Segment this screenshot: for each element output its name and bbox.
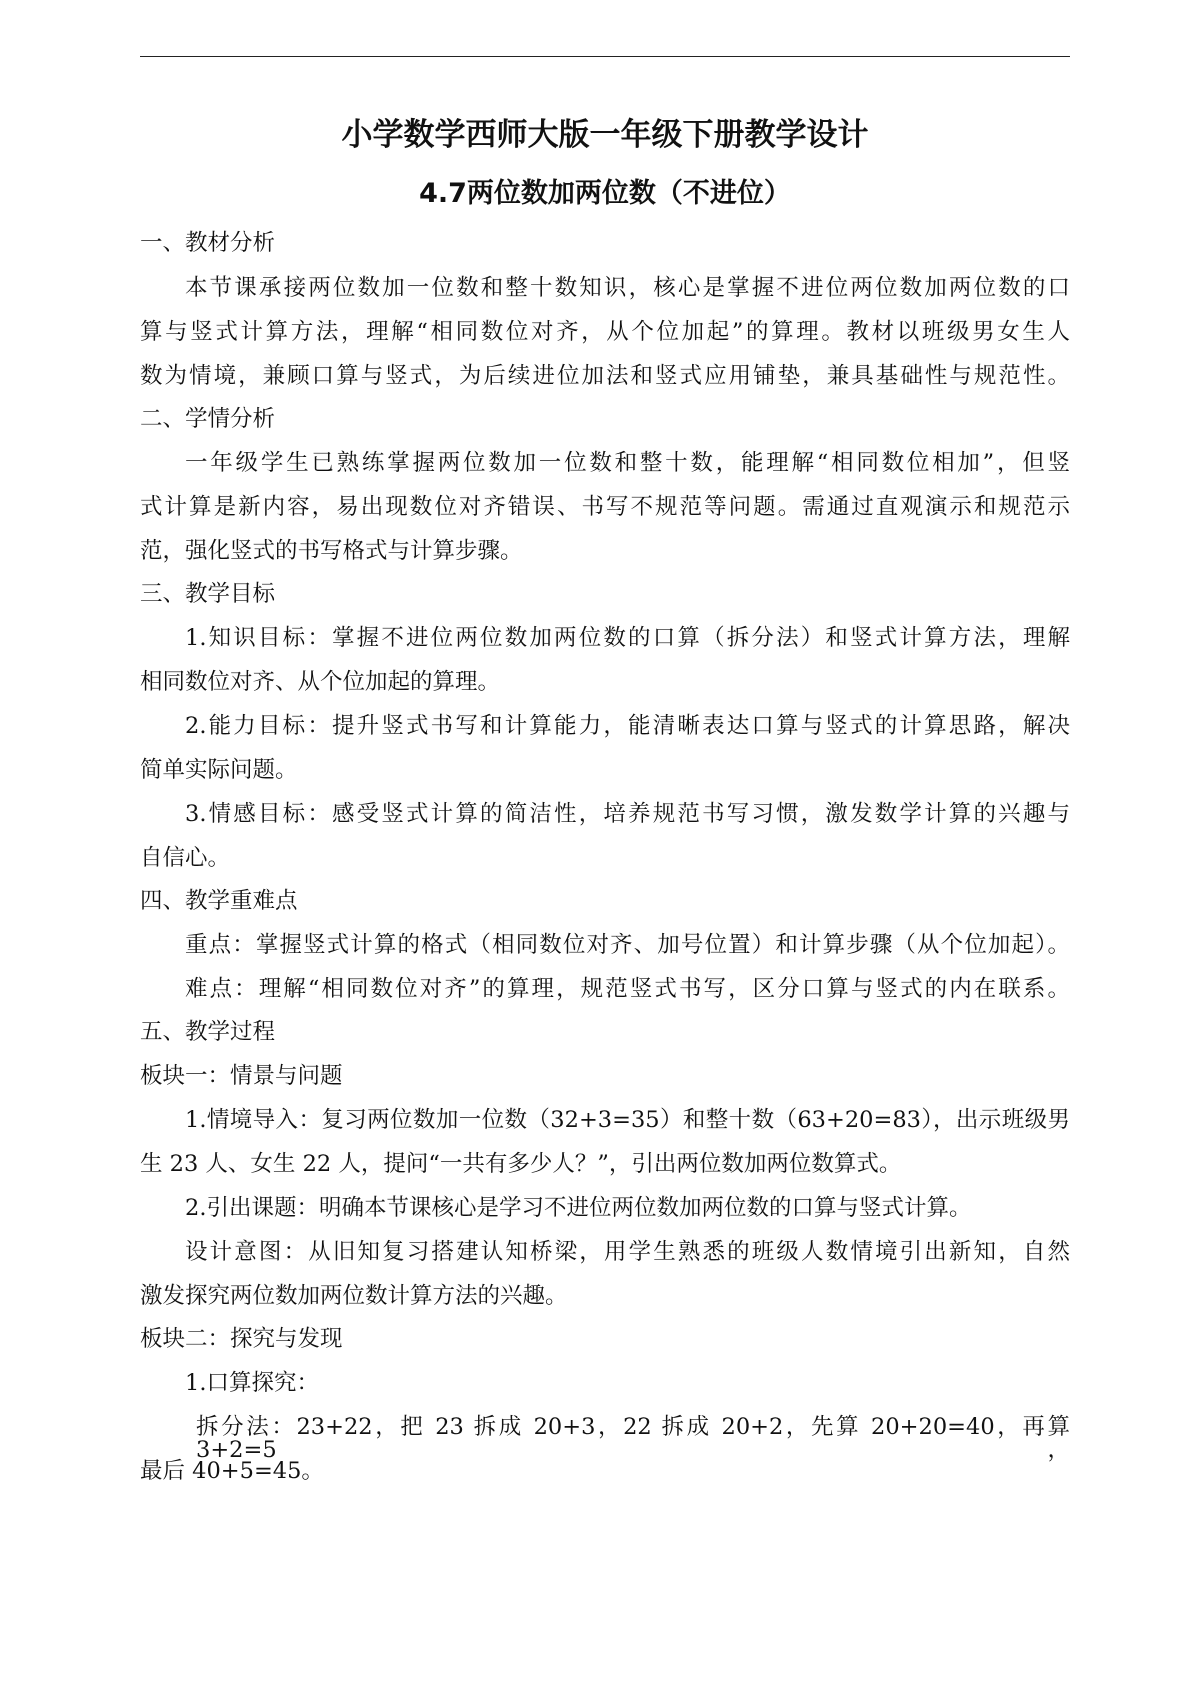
paragraph-line: 范，强化竖式的书写格式与计算步骤。 (140, 538, 523, 564)
paragraph-line: 难点：理解“相同数位对齐”的算理，规范竖式书写，区分口算与竖式的内在联系。 (185, 976, 1070, 1002)
subsection-heading: 板块二：探究与发现 (140, 1326, 343, 1352)
paragraph-line: 1.情境导入：复习两位数加一位数（32+3=35）和整十数（63+20=83），出示班级男 (185, 1107, 1070, 1133)
document-subtitle: 4.7两位数加两位数（不进位） (419, 178, 791, 209)
paragraph-line: 1.口算探究： (185, 1370, 319, 1396)
paragraph-line: 1.知识目标：掌握不进位两位数加两位数的口算（拆分法）和竖式计算方法，理解 (185, 625, 1070, 651)
paragraph-line: 数为情境，兼顾口算与竖式，为后续进位加法和竖式应用铺垫，兼具基础性与规范性。 (140, 363, 1070, 389)
paragraph-line: 算与竖式计算方法，理解“相同数位对齐，从个位加起”的算理。教材以班级男女生人 (140, 319, 1070, 345)
paragraph-line: 生 23 人、女生 22 人，提问“一共有多少人？”，引出两位数加两位数算式。 (140, 1151, 902, 1177)
paragraph-line: 重点：掌握竖式计算的格式（相同数位对齐、加号位置）和计算步骤（从个位加起）。 (185, 932, 1070, 958)
document-title: 小学数学西师大版一年级下册教学设计 (341, 117, 869, 153)
paragraph-line: 2.能力目标：提升竖式书写和计算能力，能清晰表达口算与竖式的计算思路，解决 (185, 713, 1070, 739)
paragraph-line: 2.引出课题：明确本节课核心是学习不进位两位数加两位数的口算与竖式计算。 (185, 1195, 972, 1221)
paragraph-line: 自信心。 (140, 845, 231, 871)
paragraph-line: 3.情感目标：感受竖式计算的简洁性，培养规范书写习惯，激发数学计算的兴趣与 (185, 801, 1070, 827)
section-heading: 三、教学目标 (140, 581, 276, 607)
paragraph-line: 一年级学生已熟练掌握两位数加一位数和整十数，能理解“相同数位相加”，但竖 (185, 450, 1070, 476)
header-rule (140, 56, 1070, 57)
section-heading: 五、教学过程 (140, 1019, 276, 1045)
subsection-heading: 板块一：情景与问题 (140, 1063, 343, 1089)
section-heading: 一、教材分析 (140, 230, 276, 256)
paragraph-line: 本节课承接两位数加一位数和整十数知识，核心是掌握不进位两位数加两位数的口 (185, 275, 1070, 301)
paragraph-line: 相同数位对齐、从个位加起的算理。 (140, 669, 501, 695)
section-heading: 四、教学重难点 (140, 888, 298, 914)
paragraph-line: 设计意图：从旧知复习搭建认知桥梁，用学生熟悉的班级人数情境引出新知，自然 (185, 1239, 1070, 1265)
paragraph-line: 最后 40+5=45。 (140, 1458, 324, 1484)
paragraph-line: 拆分法：23+22，把 23 拆成 20+3，22 拆成 20+2，先算 20+20=40，再算 3+2=5， (196, 1414, 1070, 1463)
paragraph-line: 激发探究两位数加两位数计算方法的兴趣。 (140, 1283, 568, 1309)
paragraph-line: 式计算是新内容，易出现数位对齐错误、书写不规范等问题。需通过直观演示和规范示 (140, 494, 1070, 520)
section-heading: 二、学情分析 (140, 406, 276, 432)
paragraph-line: 简单实际问题。 (140, 757, 298, 783)
